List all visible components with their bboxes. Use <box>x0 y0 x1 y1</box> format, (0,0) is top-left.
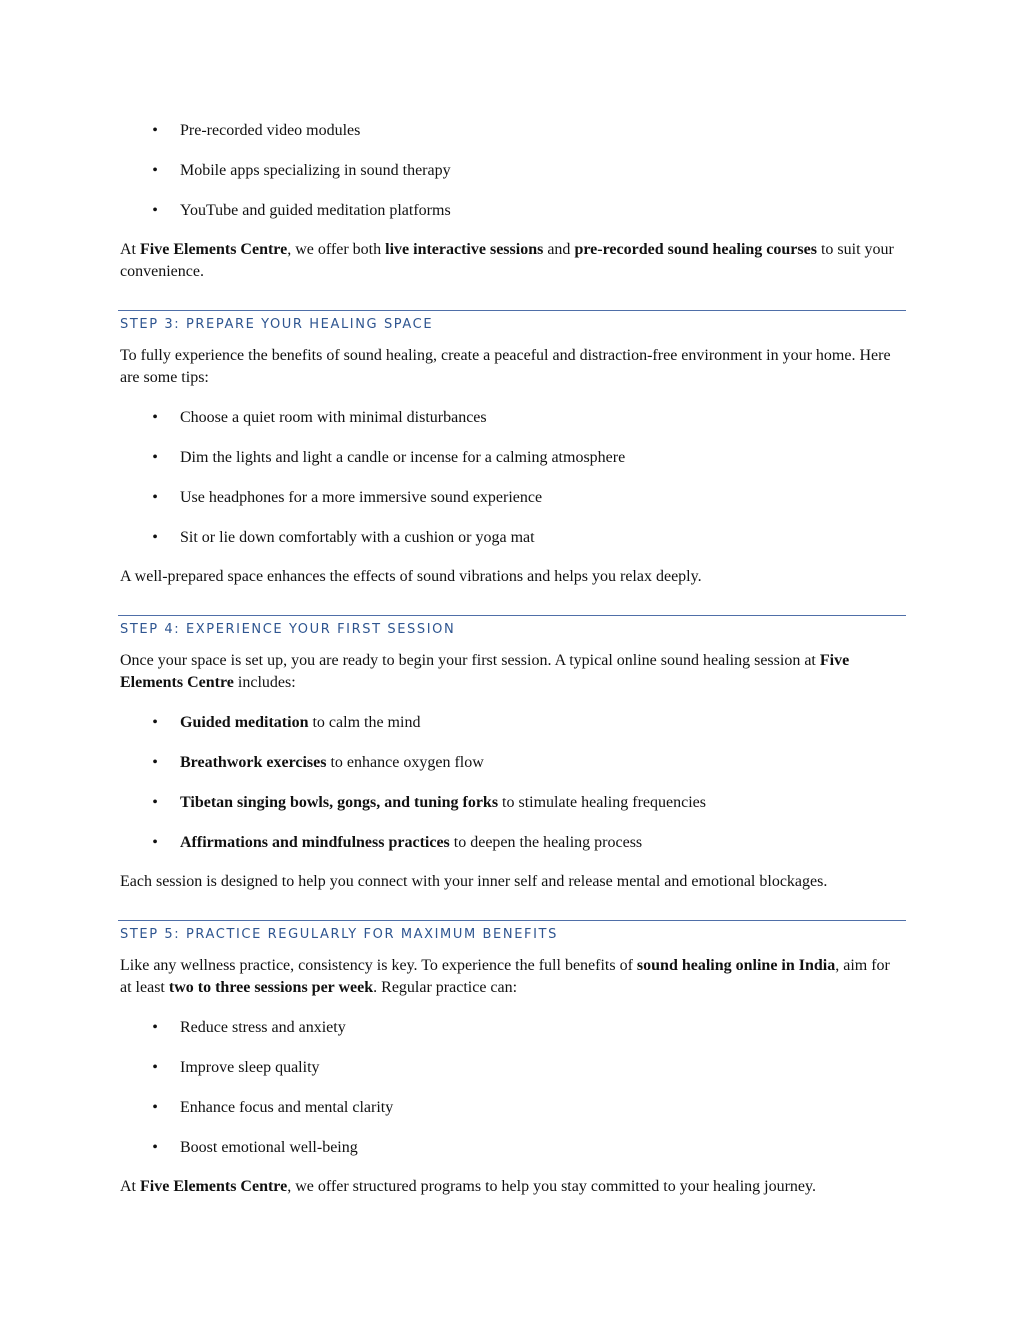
bullet-icon: • <box>152 202 158 219</box>
step-4-closing-paragraph: Each session is designed to help you connect with your inner self and release mental and emotional blockages. <box>120 873 828 890</box>
bullet-icon: • <box>152 1099 158 1116</box>
step-4-intro-paragraph: Once your space is set up, you are ready to begin your first session. A typical online sound healing session at Five Elements Centre includes: <box>120 652 850 691</box>
bullet-icon: • <box>152 489 158 506</box>
bullet-icon: • <box>152 714 158 731</box>
emphasis-text: pre-recorded sound healing courses <box>574 241 817 258</box>
bullet-icon: • <box>152 449 158 466</box>
step-5-closing-paragraph: At Five Elements Centre, we offer structured programs to help you stay committed to your healing journey. <box>120 1178 816 1195</box>
section-divider <box>118 310 906 311</box>
bullet-icon: • <box>152 1059 158 1076</box>
bullet-icon: • <box>152 122 158 139</box>
bullet-icon: • <box>152 834 158 851</box>
bullet-icon: • <box>152 409 158 426</box>
section-heading-step-5: STEP 5: PRACTICE REGULARLY FOR MAXIMUM BENEFITS <box>120 927 558 942</box>
list-item-text: Breathwork exercises to enhance oxygen flow <box>180 754 484 771</box>
emphasis-text: live interactive sessions <box>385 241 544 258</box>
bullet-icon: • <box>152 1019 158 1036</box>
list-item-text: Choose a quiet room with minimal disturbances <box>180 409 487 426</box>
step-3-closing-paragraph: A well-prepared space enhances the effects of sound vibrations and helps you relax deeply. <box>120 568 702 585</box>
step-5-intro-paragraph: Like any wellness practice, consistency is key. To experience the full benefits of sound healing online in India, aim for at least two to three sessions per week. Regular practice can: <box>120 957 890 996</box>
section-divider <box>118 920 906 921</box>
step-3-intro-paragraph: To fully experience the benefits of sound healing, create a peaceful and distraction-free environment in your home. Here are some tips: <box>120 347 891 386</box>
list-item-text: Improve sleep quality <box>180 1059 320 1076</box>
list-item-text: Reduce stress and anxiety <box>180 1019 346 1036</box>
list-item-text: Sit or lie down comfortably with a cushion or yoga mat <box>180 529 535 546</box>
bullet-icon: • <box>152 529 158 546</box>
list-item-text: Mobile apps specializing in sound therapy <box>180 162 451 179</box>
list-item-text: Guided meditation to calm the mind <box>180 714 421 731</box>
centre-name: Five Elements Centre <box>120 652 850 691</box>
list-item-text: Pre-recorded video modules <box>180 122 361 139</box>
bullet-icon: • <box>152 1139 158 1156</box>
list-item-text: Use headphones for a more immersive sound experience <box>180 489 543 506</box>
list-item-text: YouTube and guided meditation platforms <box>180 202 451 219</box>
bullet-icon: • <box>152 754 158 771</box>
list-item-text: Boost emotional well-being <box>180 1139 358 1156</box>
emphasis-text: two to three sessions per week <box>168 979 374 996</box>
emphasis-text: sound healing online in India <box>636 957 836 974</box>
bullet-icon: • <box>152 162 158 179</box>
centre-name: Five Elements Centre <box>140 241 288 258</box>
list-item-text: Dim the lights and light a candle or incense for a calming atmosphere <box>180 449 626 466</box>
list-item-text: Enhance focus and mental clarity <box>180 1099 394 1116</box>
list-item-text: Tibetan singing bowls, gongs, and tuning forks to stimulate healing frequencies <box>180 794 706 811</box>
section-heading-step-4: STEP 4: EXPERIENCE YOUR FIRST SESSION <box>120 622 456 637</box>
centre-name: Five Elements Centre <box>140 1178 288 1195</box>
intro-closing-paragraph: At Five Elements Centre, we offer both live interactive sessions and pre-recorded sound healing courses to suit your convenience. <box>120 241 894 280</box>
section-heading-step-3: STEP 3: PREPARE YOUR HEALING SPACE <box>120 317 434 332</box>
list-item-text: Affirmations and mindfulness practices to deepen the healing process <box>180 834 643 851</box>
bullet-icon: • <box>152 794 158 811</box>
section-divider <box>118 615 906 616</box>
